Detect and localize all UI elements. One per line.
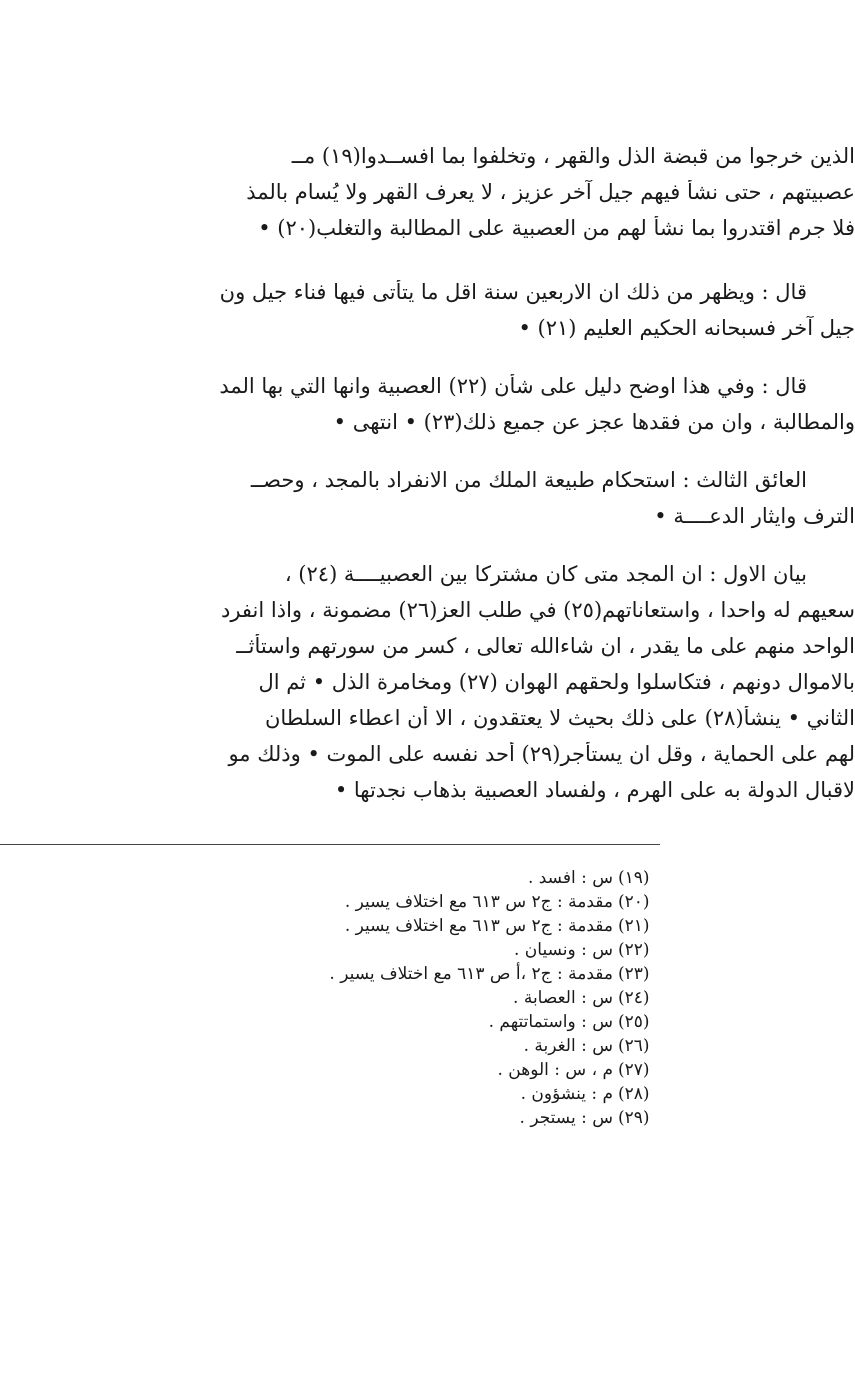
text-line-content: قال : وفي هذا اوضح دليل على شأن (٢٢) العصبية وانها التي بها المد xyxy=(219,374,807,398)
text-line xyxy=(0,280,855,316)
text-line xyxy=(0,562,855,598)
footnote-number: (٢٦) xyxy=(618,1036,650,1056)
text-line-content: بيان الاول : ان المجد متى كان مشتركا بين العصبيــــة (٢٤) ، xyxy=(284,562,807,586)
footnote-number: (٢١) xyxy=(618,916,650,936)
text-line-content: سعيهم له واحدا ، واستعاناتهم(٢٥) في طلب العز(٢٦) مضمونة ، واذا انفرد xyxy=(220,598,855,622)
text-line xyxy=(0,598,855,634)
footnote xyxy=(0,1108,855,1132)
text-line xyxy=(0,778,855,814)
footnote xyxy=(0,1084,855,1108)
footnote xyxy=(0,1060,855,1084)
text-line xyxy=(0,670,855,706)
footnote-text: مقدمة : ج٢ س ٦١٣ مع اختلاف يسير . xyxy=(344,892,613,912)
footnote xyxy=(0,940,855,964)
text-line xyxy=(0,410,855,446)
footnote-text: م : ينشؤون . xyxy=(520,1084,613,1104)
footnote-text: س : ونسيان . xyxy=(514,940,613,960)
footnote-text: مقدمة : ج٢ س ٦١٣ مع اختلاف يسير . xyxy=(344,916,613,936)
footnote-text: س : الغربة . xyxy=(523,1036,613,1056)
text-line-content: فلا جرم اقتدروا بما نشأ لهم من العصبية على المطالبة والتغلب(٢٠) • xyxy=(258,216,855,240)
footnote-text: س : افسد . xyxy=(527,868,613,888)
footnote-number: (١٩) xyxy=(618,868,650,888)
footnote xyxy=(0,1012,855,1036)
footnote xyxy=(0,988,855,1012)
text-line-content: الذين خرجوا من قبضة الذل والقهر ، وتخلفوا بما افســدوا(١٩) مــ xyxy=(291,144,855,168)
footnote-number: (٢٠) xyxy=(618,892,650,912)
footnote-number: (٢٥) xyxy=(618,1012,650,1032)
footnote-number: (٢٣) xyxy=(618,964,650,984)
footnote xyxy=(0,1036,855,1060)
text-line xyxy=(0,316,855,352)
footnote-text: س : يستجر . xyxy=(519,1108,613,1128)
footnote-divider xyxy=(0,844,660,845)
footnote-number: (٢٨) xyxy=(618,1084,650,1104)
text-line xyxy=(0,504,855,540)
footnote xyxy=(0,916,855,940)
text-line-content: جيل آخر فسبحانه الحكيم العليم (٢١) • xyxy=(518,316,855,340)
footnote xyxy=(0,964,855,988)
footnote xyxy=(0,868,855,892)
text-line xyxy=(0,374,855,410)
text-line xyxy=(0,180,855,216)
text-line-content: والمطالبة ، وان من فقدها عجز عن جميع ذلك(٢٣) • انتهى • xyxy=(333,410,855,434)
text-line-content: لهم على الحماية ، وقل ان يستأجر(٢٩) أحد نفسه على الموت • وذلك مو xyxy=(228,742,855,766)
footnote-text: مقدمة : ج٢ ،أ ص ٦١٣ مع اختلاف يسير . xyxy=(329,964,613,984)
footnote-number: (٢٩) xyxy=(618,1108,650,1128)
text-line xyxy=(0,216,855,252)
text-line xyxy=(0,742,855,778)
text-line-content: الواحد منهم على ما يقدر ، ان شاءالله تعالى ، كسر من سورتهم واستأثــ xyxy=(236,634,855,658)
text-line-content: العائق الثالث : استحكام طبيعة الملك من الانفراد بالمجد ، وحصــ xyxy=(250,468,807,492)
text-line-content: بالاموال دونهم ، فتكاسلوا ولحقهم الهوان (٢٧) ومخامرة الذل • ثم ال xyxy=(258,670,855,694)
text-line xyxy=(0,468,855,504)
text-line xyxy=(0,144,855,180)
footnote-text: س : العصابة . xyxy=(513,988,613,1008)
text-line xyxy=(0,706,855,742)
text-line-content: قال : ويظهر من ذلك ان الاربعين سنة اقل ما يتأتى فيها فناء جيل ون xyxy=(219,280,807,304)
footnote-text: س : واستماتتهم . xyxy=(488,1012,613,1032)
text-line-content: عصبيتهم ، حتى نشأ فيهم جيل آخر عزيز ، لا يعرف القهر ولا يُسام بالمذ xyxy=(246,180,855,204)
footnote-text: م ، س : الوهن . xyxy=(497,1060,613,1080)
text-line-content: الترف وايثار الدعــــة • xyxy=(654,504,855,528)
footnote xyxy=(0,892,855,916)
text-line-content: الثاني • ينشأ(٢٨) على ذلك بحيث لا يعتقدون ، الا أن اعطاء السلطان xyxy=(264,706,855,730)
footnote-number: (٢٤) xyxy=(618,988,650,1008)
text-line-content: لاقبال الدولة به على الهرم ، ولفساد العصبية بذهاب نجدتها • xyxy=(334,778,855,802)
text-line xyxy=(0,634,855,670)
footnote-number: (٢٧) xyxy=(618,1060,650,1080)
footnote-number: (٢٢) xyxy=(618,940,650,960)
